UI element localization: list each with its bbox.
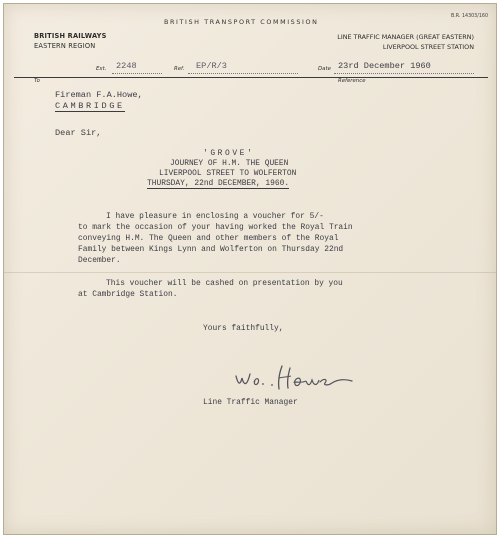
- form-code: B.R. 14303/160: [450, 14, 488, 19]
- addressee-town: [55, 101, 125, 111]
- letterhead-station-line: LIVERPOOL STREET STATION: [382, 42, 474, 51]
- letter-document: [3, 3, 497, 535]
- ref-value: EP/R/3: [196, 61, 227, 71]
- body-line: December.: [78, 256, 121, 265]
- body-line: at Cambridge Station.: [78, 290, 178, 299]
- ref-label: Ref.: [174, 66, 185, 72]
- ext-line: [112, 73, 162, 74]
- handwritten-signature: [232, 362, 362, 394]
- body-line: conveying H.M. The Queen and other members of the Royal: [78, 234, 339, 243]
- closing: Yours faithfully,: [203, 324, 284, 333]
- letterhead-region: EASTERN REGION: [34, 42, 96, 50]
- organisation-title: BRITISH TRANSPORT COMMISSION: [164, 18, 319, 26]
- salutation: Dear Sir,: [55, 128, 102, 138]
- subject-codename: 'GROVE': [203, 149, 255, 158]
- paper-fold-crease: [4, 272, 496, 273]
- date-line: [334, 73, 474, 74]
- to-label: To: [34, 78, 40, 84]
- letterhead-manager: [337, 33, 474, 52]
- ext-value: 2248: [116, 61, 137, 71]
- subject-route: LIVERPOOL STREET TO WOLFERTON: [159, 169, 297, 178]
- subject-date-text: THURSDAY, 22nd DECEMBER, 1960.: [147, 179, 290, 188]
- ext-label: Ext.: [96, 66, 107, 72]
- header-rule: [14, 77, 488, 78]
- subject-journey: JOURNEY OF H.M. THE QUEEN: [170, 159, 289, 168]
- body-line: Family between Kings Lynn and Wolferton on Thursday 22nd: [78, 245, 344, 254]
- date-label: Date: [318, 66, 331, 72]
- addressee-name: Fireman F.A.Howe,: [55, 90, 143, 100]
- reference-label: Reference: [338, 78, 366, 84]
- body-line: to mark the occasion of your having worked the Royal Train: [78, 223, 353, 232]
- ref-line: [188, 73, 298, 74]
- body-line: This voucher will be cashed on presentation by you: [106, 279, 343, 288]
- signatory-title: Line Traffic Manager: [203, 398, 298, 407]
- body-line: I have pleasure in enclosing a voucher for 5/-: [106, 212, 324, 221]
- letterhead-manager-line: LINE TRAFFIC MANAGER (GREAT EASTERN): [337, 33, 474, 41]
- addressee-town-text: CAMBRIDGE: [55, 101, 125, 111]
- date-value: 23rd December 1960: [338, 61, 431, 71]
- subject-date: [147, 179, 289, 190]
- letterhead-railways: BRITISH RAILWAYS: [34, 32, 107, 40]
